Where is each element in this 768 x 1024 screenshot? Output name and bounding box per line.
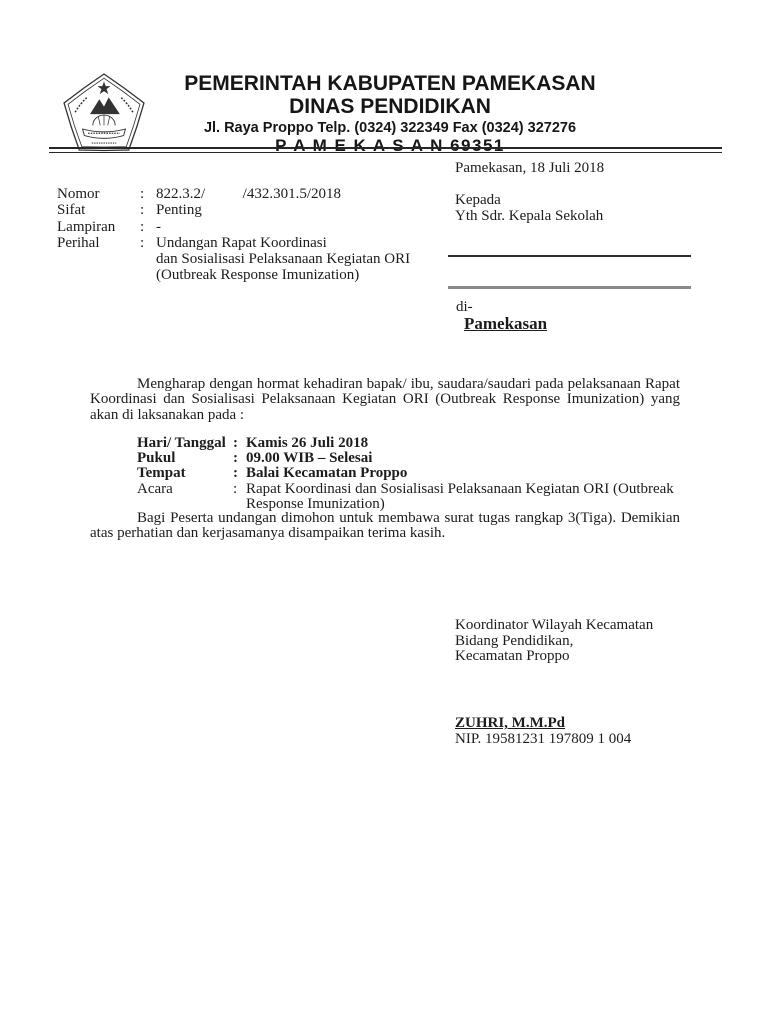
meta-label: Lampiran — [57, 218, 116, 235]
detail-value: Kamis 26 Juli 2018 — [246, 435, 369, 451]
detail-value: 09.00 WIB – Selesai — [246, 450, 373, 467]
recipient-city: Pamekasan — [464, 314, 548, 333]
kepada-label: Kepada — [455, 192, 501, 208]
detail-row-acara — [137, 482, 693, 512]
letterhead — [166, 72, 614, 155]
signature-block — [455, 618, 653, 748]
department-name: DINAS PENDIDIKAN — [289, 95, 491, 118]
closing-paragraph: Bagi Peserta undangan dimohon untuk membawa surat tugas rangkap 3(Tiga). Demikian atas perhatian dan kerjasamanya disampaikan terima kasih. — [90, 510, 680, 542]
perihal-continuation-2: (Outbreak Response Imunization) — [156, 267, 360, 284]
mountain-icon — [90, 97, 120, 114]
date-line: Pamekasan, 18 Juli 2018 — [455, 160, 605, 176]
detail-label: Tempat — [137, 465, 186, 482]
meta-row-nomor — [57, 186, 457, 202]
detail-separator: : — [233, 465, 238, 482]
letter-meta — [57, 186, 457, 284]
meta-row-perihal — [57, 235, 457, 251]
detail-label: Pukul — [137, 450, 176, 467]
detail-value: Rapat Koordinasi dan Sosialisasi Pelaksanaan Kegiatan ORI (Outbreak Response Imunization) — [246, 480, 674, 512]
meta-label: Nomor — [57, 186, 100, 202]
meta-separator: : — [140, 218, 145, 235]
cotton-branch-icon — [121, 97, 133, 112]
recipient-blank-line-2 — [448, 286, 691, 289]
meta-label: Sifat — [57, 202, 86, 219]
meta-value: - — [156, 218, 161, 235]
meta-value: 822.3.2/ /432.301.5/2018 — [156, 186, 342, 202]
meta-row-sifat — [57, 202, 457, 218]
detail-separator: : — [233, 435, 238, 451]
detail-value: Balai Kecamatan Proppo — [246, 465, 408, 482]
signer-title-3: Kecamatan Proppo — [455, 648, 570, 665]
meta-label: Perihal — [57, 234, 100, 251]
signer-nip: NIP. 19581231 197809 1 004 — [455, 730, 632, 747]
rice-branch-icon — [75, 97, 87, 112]
signer-name: ZUHRI, M.M.Pd — [455, 715, 565, 732]
detail-row-hari-tanggal — [137, 436, 693, 451]
letterhead-divider — [49, 147, 722, 153]
detail-row-pukul — [137, 451, 693, 466]
recipient-blank-line-1 — [448, 255, 691, 257]
star-icon — [97, 81, 110, 94]
government-name: PEMERINTAH KABUPATEN PAMEKASAN — [184, 72, 596, 95]
meta-separator: : — [140, 234, 145, 251]
perihal-continuation-1: dan Sosialisasi Pelaksanaan Kegiatan ORI — [156, 251, 411, 268]
recipient-name: Yth Sdr. Kepala Sekolah — [455, 208, 604, 225]
meta-value: Undangan Rapat Koordinasi — [156, 234, 327, 251]
detail-separator: : — [233, 480, 238, 497]
detail-label: Hari/ Tanggal — [137, 435, 226, 451]
detail-row-tempat — [137, 466, 693, 481]
address-line: Jl. Raya Proppo Telp. (0324) 322349 Fax (0324) 327276 — [203, 120, 577, 136]
meta-separator: : — [140, 202, 145, 219]
meta-value: Penting — [156, 202, 202, 219]
signer-title-2: Bidang Pendidikan, — [455, 632, 574, 649]
signer-title-1: Koordinator Wilayah Kecamatan — [455, 617, 654, 633]
meta-row-lampiran — [57, 219, 457, 235]
detail-separator: : — [233, 450, 238, 467]
recipient-block — [455, 192, 603, 225]
event-details — [137, 436, 693, 512]
detail-label: Acara — [137, 480, 173, 497]
city-postal-line: P A M E K A S A N 69351 — [275, 136, 505, 155]
di-label: di- — [456, 299, 473, 315]
opening-paragraph: Mengharap dengan hormat kehadiran bapak/ ibu, saudara/saudari pada pelaksanaan Rapat Koordinasi dan Sosialisasi Pelaksanaan Kegiatan ORI (Outbreak Response Imunization) yang akan di laksanakan pada : — [90, 376, 680, 423]
meta-separator: : — [140, 186, 145, 202]
